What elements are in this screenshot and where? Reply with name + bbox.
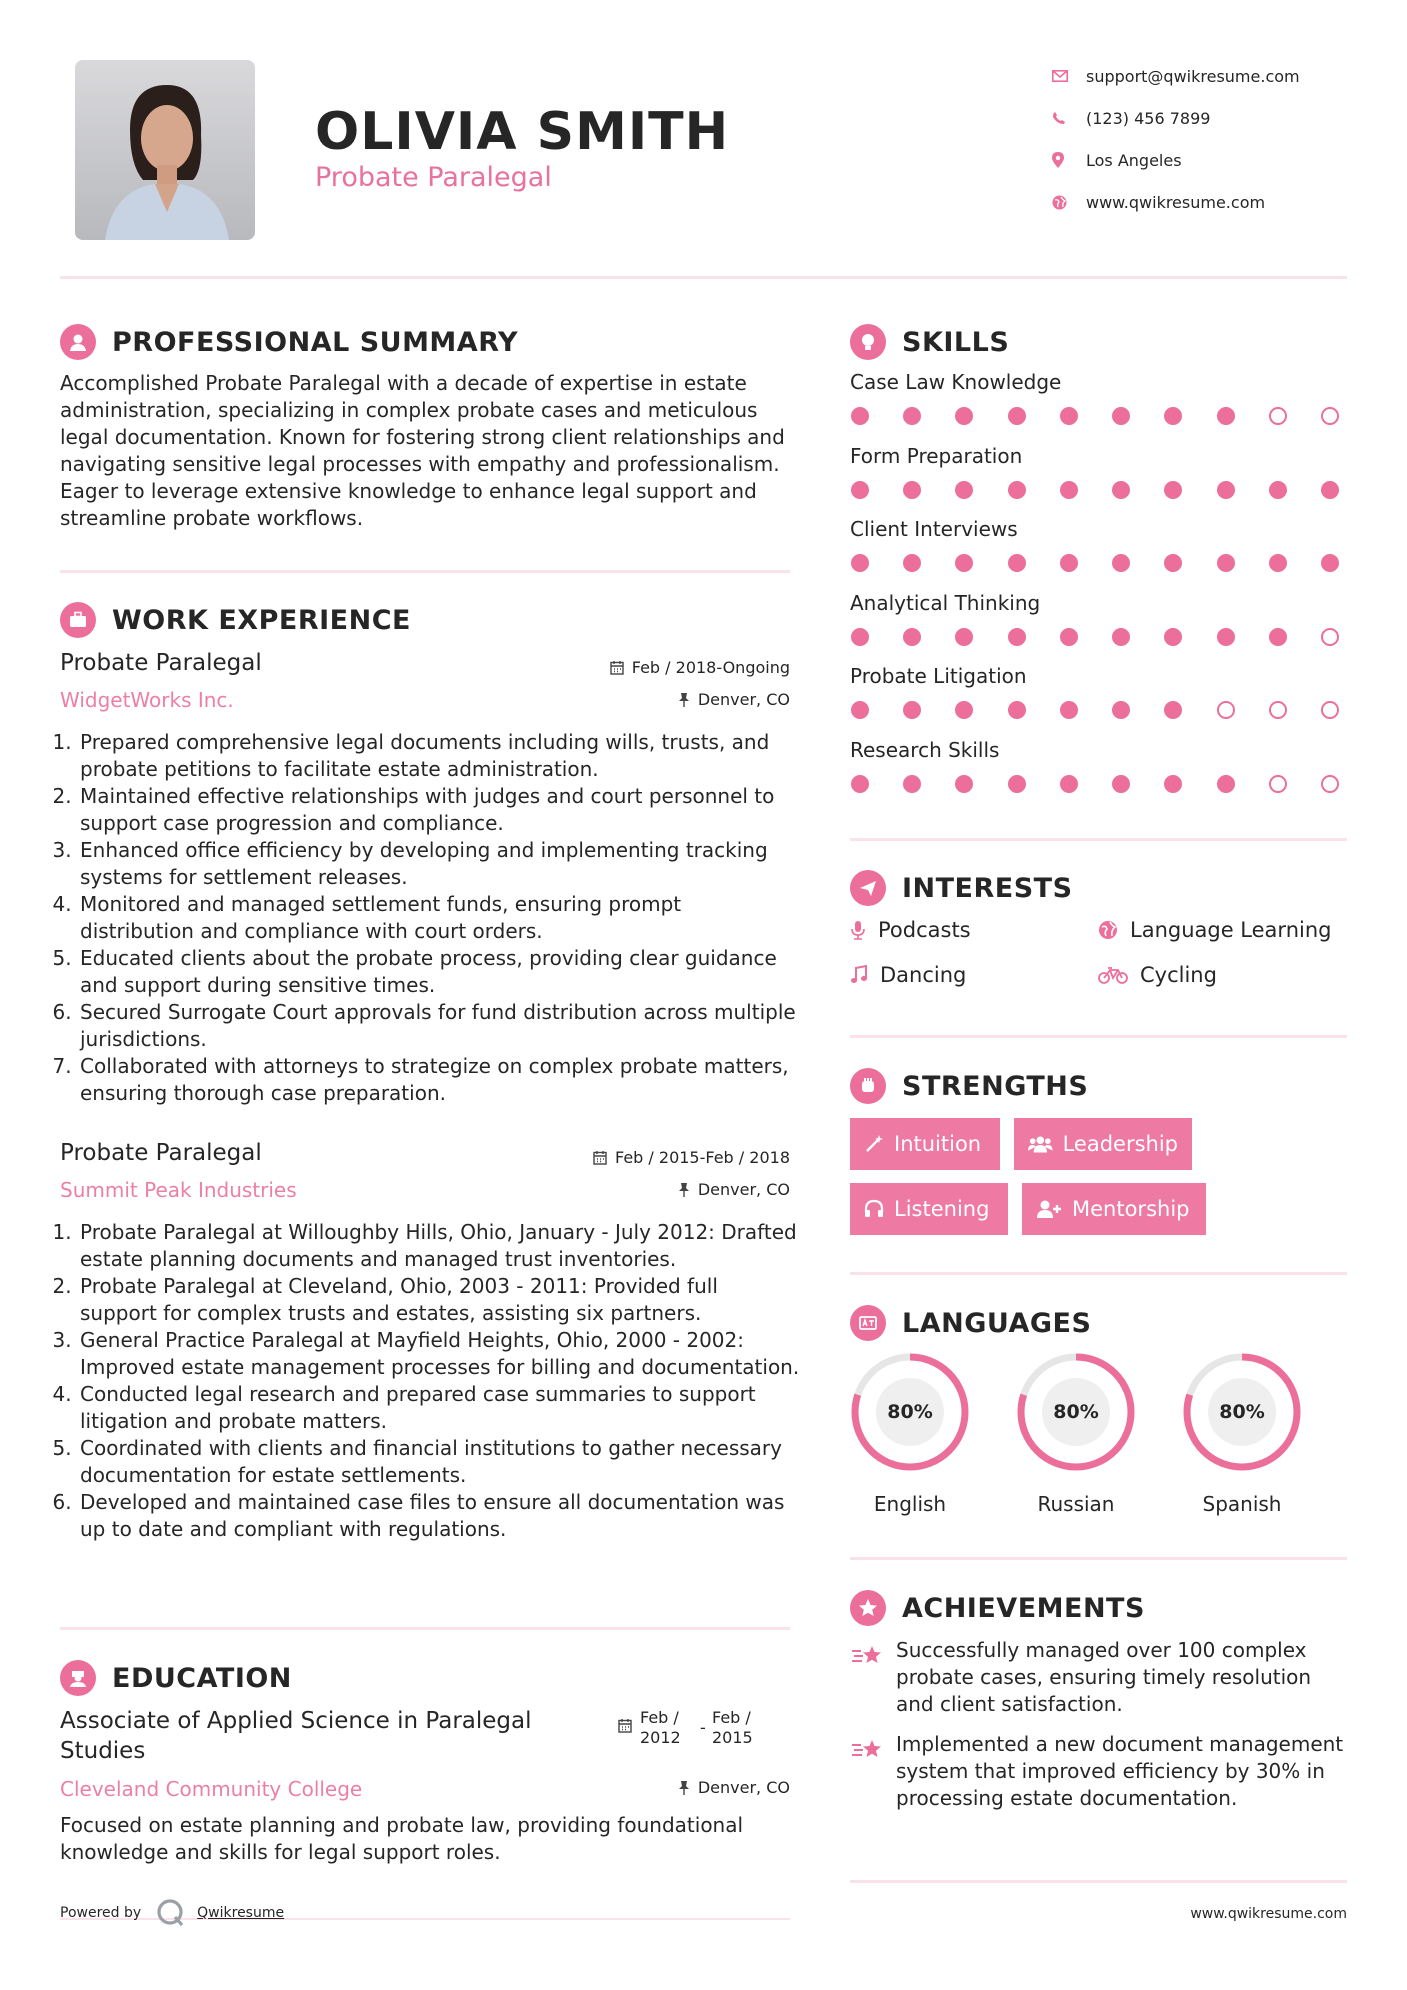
rating-dot-filled: [1269, 554, 1287, 572]
contact-email[interactable]: [1052, 55, 1300, 97]
achievement-item: Successfully managed over 100 complex probate cases, ensuring timely resolution and client satisfaction.: [850, 1637, 1347, 1718]
skill-rating: [851, 481, 1339, 499]
pin-icon: [678, 692, 690, 707]
shooting-star-icon: [850, 1737, 884, 1763]
language-item: [848, 1350, 972, 1516]
rating-dot-filled: [1164, 407, 1182, 425]
list-item: 1. Prepared comprehensive legal documents including wills, trusts, and probate petitions to facilitate estate administration.: [78, 729, 800, 783]
rating-dot-filled: [903, 407, 921, 425]
rating-dot-filled: [1060, 628, 1078, 646]
contact-email-text: support@qwikresume.com: [1086, 66, 1300, 86]
work-divider: [60, 1627, 790, 1630]
language-item: [1014, 1350, 1138, 1516]
headphones-icon: [864, 1199, 884, 1219]
footer-powered-by: [60, 1897, 284, 1929]
job-title: Probate Paralegal: [60, 1140, 262, 1166]
interest-item: Cycling: [1098, 963, 1217, 987]
job-company: WidgetWorks Inc.: [60, 688, 234, 712]
rating-dot-filled: [1217, 481, 1235, 499]
contact-location: [1052, 139, 1300, 181]
users-icon: [1028, 1134, 1053, 1154]
calendar-icon: [593, 1150, 607, 1165]
list-item: 3. Enhanced office efficiency by developing and implementing tracking systems for settlement releases.: [78, 837, 800, 891]
rating-dot-filled: [1217, 775, 1235, 793]
skill-name: Analytical Thinking: [850, 590, 1041, 615]
education-location: Denver, CO: [540, 1778, 790, 1797]
rating-dot-filled: [1321, 481, 1339, 499]
education-description: Focused on estate planning and probate law, providing foundational knowledge and skills for legal support roles.: [60, 1813, 744, 1864]
list-item: 5. Educated clients about the probate process, providing clear guidance and support during sensitive times.: [78, 945, 800, 999]
education-date-start: Feb / 2012: [640, 1708, 681, 1747]
language-progress-ring: [1014, 1350, 1138, 1474]
rating-dot-filled: [1164, 701, 1182, 719]
languages-divider: [850, 1557, 1347, 1560]
pin-icon: [678, 1780, 690, 1795]
rating-dot-filled: [1008, 701, 1026, 719]
magic-wand-icon: [864, 1134, 884, 1154]
contact-website[interactable]: [1052, 181, 1300, 223]
contact-location-text: Los Angeles: [1086, 150, 1182, 170]
rating-dot-filled: [1112, 481, 1130, 499]
job-company: Summit Peak Industries: [60, 1178, 297, 1202]
calendar-icon: [610, 660, 624, 675]
rating-dot-filled: [955, 775, 973, 793]
skills-section-title: SKILLS: [850, 324, 1009, 360]
language-progress-ring: [848, 1350, 972, 1474]
phone-icon: [1052, 111, 1086, 125]
rating-dot-filled: [1217, 407, 1235, 425]
language-name: Russian: [1037, 1492, 1115, 1516]
qwikresume-logo-icon: [155, 1897, 187, 1929]
contact-phone[interactable]: [1052, 97, 1300, 139]
interest-item: Dancing: [850, 963, 966, 987]
education-section-title: EDUCATION: [60, 1660, 292, 1696]
interests-divider: [850, 1035, 1347, 1038]
rating-dot-filled: [955, 407, 973, 425]
rating-dot-filled: [955, 701, 973, 719]
rating-dot-filled: [851, 775, 869, 793]
rating-dot-filled: [1217, 554, 1235, 572]
rating-dot-filled: [1060, 407, 1078, 425]
rating-dot-filled: [903, 628, 921, 646]
candidate-name: OLIVIA SMITH: [315, 102, 730, 162]
rating-dot-filled: [851, 628, 869, 646]
rating-dot-filled: [1008, 775, 1026, 793]
language-progress-ring: [1180, 1350, 1304, 1474]
translate-icon: [850, 1305, 886, 1341]
rating-dot-filled: [1060, 701, 1078, 719]
achievements-divider: [850, 1880, 1347, 1883]
header-divider: [60, 276, 1347, 279]
rating-dot-empty: [1269, 701, 1287, 719]
rating-dot-filled: [1112, 554, 1130, 572]
rating-dot-filled: [1217, 628, 1235, 646]
rating-dot-filled: [1164, 775, 1182, 793]
job-date: Feb / 2015-Feb / 2018: [540, 1148, 790, 1167]
rating-dot-filled: [1112, 407, 1130, 425]
list-item: 6. Developed and maintained case files to ensure all documentation was up to date and compliant with regulations.: [78, 1489, 800, 1543]
interest-item: Language Learning: [1098, 918, 1331, 942]
skill-rating: [851, 701, 1339, 719]
skill-rating: [851, 628, 1339, 646]
summary-divider: [60, 570, 790, 573]
rating-dot-filled: [1269, 481, 1287, 499]
bicycle-icon: [1098, 966, 1128, 984]
rating-dot-filled: [1269, 628, 1287, 646]
language-level-text: 80%: [1219, 1401, 1265, 1423]
contact-website-text: www.qwikresume.com: [1086, 192, 1266, 212]
strength-tag: Leadership: [1014, 1118, 1192, 1170]
microphone-icon: [850, 920, 866, 940]
education-date-end: Feb / 2015: [712, 1708, 753, 1747]
pin-icon: [678, 1182, 690, 1197]
paper-plane-icon: [850, 870, 886, 906]
rating-dot-filled: [1008, 554, 1026, 572]
language-level-text: 80%: [887, 1401, 933, 1423]
strength-tag: Intuition: [850, 1118, 1000, 1170]
footer-website-link[interactable]: www.qwikresume.com: [1190, 1906, 1347, 1922]
languages-section-title: LANGUAGES: [850, 1305, 1091, 1341]
rating-dot-filled: [1112, 775, 1130, 793]
list-item: 2. Maintained effective relationships with judges and court personnel to support case progression and compliance.: [78, 783, 800, 837]
profile-photo: [75, 60, 255, 240]
rating-dot-filled: [851, 554, 869, 572]
strengths-section-title: STRENGTHS: [850, 1068, 1088, 1104]
user-icon: [60, 324, 96, 360]
rating-dot-empty: [1321, 628, 1339, 646]
language-name: Spanish: [1202, 1492, 1282, 1516]
powered-by-label: Powered by: [60, 1905, 142, 1921]
rating-dot-filled: [903, 701, 921, 719]
candidate-role: Probate Paralegal: [315, 162, 552, 193]
list-item: 1. Probate Paralegal at Willoughby Hills, Ohio, January - July 2012: Drafted estate planning documents and managed trust inventories.: [78, 1219, 800, 1273]
list-item: 4. Conducted legal research and prepared case summaries to support litigation and probate matters.: [78, 1381, 800, 1435]
job-location: Denver, CO: [540, 1180, 790, 1199]
list-item: 4. Monitored and managed settlement funds, ensuring prompt distribution and compliance with court orders.: [78, 891, 800, 945]
language-item: [1180, 1350, 1304, 1516]
skill-rating: [851, 407, 1339, 425]
achievements-section-title: ACHIEVEMENTS: [850, 1590, 1145, 1626]
user-plus-icon: [1036, 1199, 1062, 1219]
skill-name: Research Skills: [850, 737, 1000, 762]
rating-dot-filled: [1008, 407, 1026, 425]
contact-list: [1052, 55, 1300, 223]
skills-divider: [850, 838, 1347, 841]
strength-tag: Mentorship: [1022, 1183, 1206, 1235]
strength-tag: Listening: [850, 1183, 1008, 1235]
qwikresume-link[interactable]: Qwikresume: [197, 1905, 285, 1921]
contact-phone-text: (123) 456 7899: [1086, 108, 1211, 128]
rating-dot-filled: [851, 701, 869, 719]
rating-dot-empty: [1269, 775, 1287, 793]
rating-dot-filled: [851, 481, 869, 499]
briefcase-icon: [60, 602, 96, 638]
job-title: Probate Paralegal: [60, 650, 262, 676]
star-icon: [850, 1590, 886, 1626]
rating-dot-filled: [1060, 554, 1078, 572]
rating-dot-filled: [1060, 775, 1078, 793]
language-level-text: 80%: [1053, 1401, 1099, 1423]
rating-dot-empty: [1321, 407, 1339, 425]
globe-icon: [1098, 920, 1118, 940]
rating-dot-filled: [903, 481, 921, 499]
email-icon: [1052, 70, 1086, 82]
graduate-icon: [60, 1660, 96, 1696]
job-date: Feb / 2018-Ongoing: [540, 658, 790, 677]
rating-dot-empty: [1321, 701, 1339, 719]
skill-name: Case Law Knowledge: [850, 370, 1062, 394]
education-date: Feb / 2012 - Feb / 2015: [618, 1708, 790, 1748]
job-duties-list: [60, 1219, 800, 1543]
strengths-divider: [850, 1272, 1347, 1275]
rating-dot-filled: [1008, 481, 1026, 499]
rating-dot-empty: [1217, 701, 1235, 719]
rating-dot-filled: [1008, 628, 1026, 646]
lightbulb-icon: [850, 324, 886, 360]
rating-dot-filled: [1164, 554, 1182, 572]
globe-icon: [1052, 195, 1086, 210]
interest-item: Podcasts: [850, 918, 971, 942]
skill-rating: [851, 554, 1339, 572]
education-degree: Associate of Applied Science in Paralegal Studies: [60, 1708, 532, 1764]
job-duties-list: [60, 729, 800, 1107]
interests-section-title: INTERESTS: [850, 870, 1073, 906]
rating-dot-filled: [1112, 701, 1130, 719]
rating-dot-empty: [1321, 775, 1339, 793]
job-location: Denver, CO: [540, 690, 790, 709]
skill-name: Client Interviews: [850, 517, 1018, 541]
shooting-star-icon: [850, 1643, 884, 1669]
list-item: 2. Probate Paralegal at Cleveland, Ohio, 2003 - 2011: Provided full support for complex trusts and estates, assisting six partners.: [78, 1273, 800, 1327]
language-name: English: [873, 1492, 947, 1516]
education-school: Cleveland Community College: [60, 1777, 363, 1801]
list-item: 6. Secured Surrogate Court approvals for fund distribution across multiple jurisdictions.: [78, 999, 800, 1053]
list-item: 7. Collaborated with attorneys to strategize on complex probate matters, ensuring thorough case preparation.: [78, 1053, 800, 1107]
music-note-icon: [850, 965, 868, 985]
rating-dot-filled: [903, 554, 921, 572]
rating-dot-filled: [1112, 628, 1130, 646]
rating-dot-filled: [903, 775, 921, 793]
rating-dot-filled: [1164, 481, 1182, 499]
rating-dot-filled: [955, 554, 973, 572]
location-icon: [1052, 152, 1086, 168]
fist-icon: [850, 1068, 886, 1104]
rating-dot-filled: [1060, 481, 1078, 499]
rating-dot-filled: [851, 407, 869, 425]
skill-name: Form Preparation: [850, 443, 1023, 468]
skill-name: Probate Litigation: [850, 664, 1027, 688]
summary-text: Accomplished Probate Paralegal with a decade of expertise in estate administration, specializing in complex probate cases and meticulous legal documentation. Known for fostering strong client relationships and navigating sensitive legal processes with empathy and professionalism. Eager to leverage extensive knowledge to enhance legal support and streamline probate workflows.: [60, 371, 785, 530]
calendar-icon: [618, 1718, 632, 1733]
rating-dot-filled: [1321, 554, 1339, 572]
rating-dot-filled: [1164, 628, 1182, 646]
achievement-item: Implemented a new document management system that improved efficiency by 30% in processing estate documentation.: [850, 1731, 1347, 1812]
rating-dot-filled: [955, 628, 973, 646]
skill-rating: [851, 775, 1339, 793]
rating-dot-filled: [955, 481, 973, 499]
list-item: 3. General Practice Paralegal at Mayfield Heights, Ohio, 2000 - 2002: Improved estate management processes for billing and documentation.: [78, 1327, 800, 1381]
rating-dot-empty: [1269, 407, 1287, 425]
summary-section-title: PROFESSIONAL SUMMARY: [60, 324, 518, 360]
work-section-title: WORK EXPERIENCE: [60, 602, 411, 638]
list-item: 5. Coordinated with clients and financial institutions to gather necessary documentation for estate settlements.: [78, 1435, 800, 1489]
